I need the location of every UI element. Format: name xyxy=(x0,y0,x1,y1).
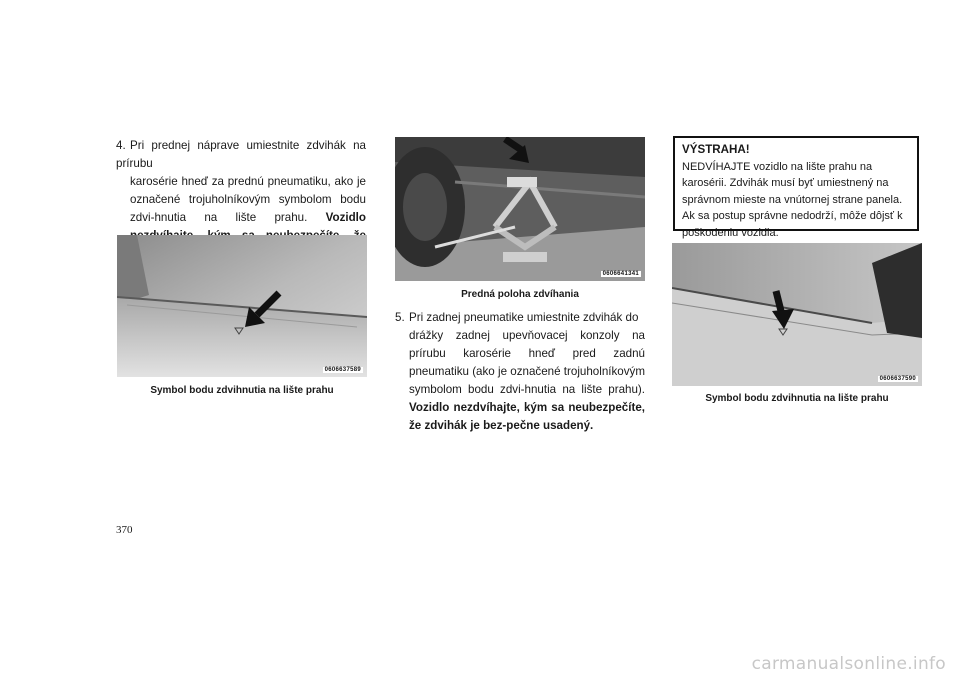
step-number: 4. xyxy=(116,139,126,152)
figure-caption-left: Symbol bodu zdvihnutia na lište prahu xyxy=(150,385,334,396)
step-text-first: Pri zadnej pneumatike umiestnite zdvihák do xyxy=(409,311,639,324)
warning-text: NEDVÍHAJTE vozidlo na lište prahu na karosérii. Zdvihák musí byť umiestnený na správnom mieste na vnútornej strane panela. Ak sa postup správne nedodrží, môže dôjsť k poškodeniu vozidla. xyxy=(682,160,903,239)
watermark: carmanualsonline.info xyxy=(751,654,946,674)
step-warning-bold: Vozidlo xyxy=(325,211,366,224)
step-text-first: Pri prednej náprave umiestnite zdvihák na prírubu xyxy=(116,139,366,170)
step-5 xyxy=(395,309,645,435)
sill-lift-point-photo-rear xyxy=(672,243,922,386)
page-number: 370 xyxy=(116,524,133,536)
step-warning-bold: Vozidlo nezdvíhajte, kým sa neubezpečíte, že zdvihák je bez-pečne usadený. xyxy=(409,401,645,432)
step-text-rest: karosérie hneď za prednú pneumatiku, ako je označené trojuholníkovým symbolom bodu zdvi-hnutia na lište prahu. xyxy=(130,175,366,224)
step-text-rest: drážky zadnej upevňovacej konzoly na prírubu karosérie hneď pred zadnú pneumatiku (ako je označené trojuholníkovým symbolom bodu zdvi-hnutia na lište prahu). xyxy=(409,329,645,396)
figure-code: 0606637590 xyxy=(879,376,916,382)
front-jack-position-photo xyxy=(395,137,645,281)
figure-code: 0606641341 xyxy=(602,271,639,277)
figure-caption-middle: Predná poloha zdvíhania xyxy=(461,289,579,300)
warning-title: VÝSTRAHA! xyxy=(682,143,750,156)
warning-box xyxy=(673,136,919,239)
figure-caption-right: Symbol bodu zdvihnutia na lište prahu xyxy=(705,393,889,404)
step-5-text xyxy=(395,309,645,435)
step-number: 5. xyxy=(395,311,405,324)
figure-code: 0606637589 xyxy=(324,367,361,373)
sill-lift-point-photo-front xyxy=(117,235,367,377)
